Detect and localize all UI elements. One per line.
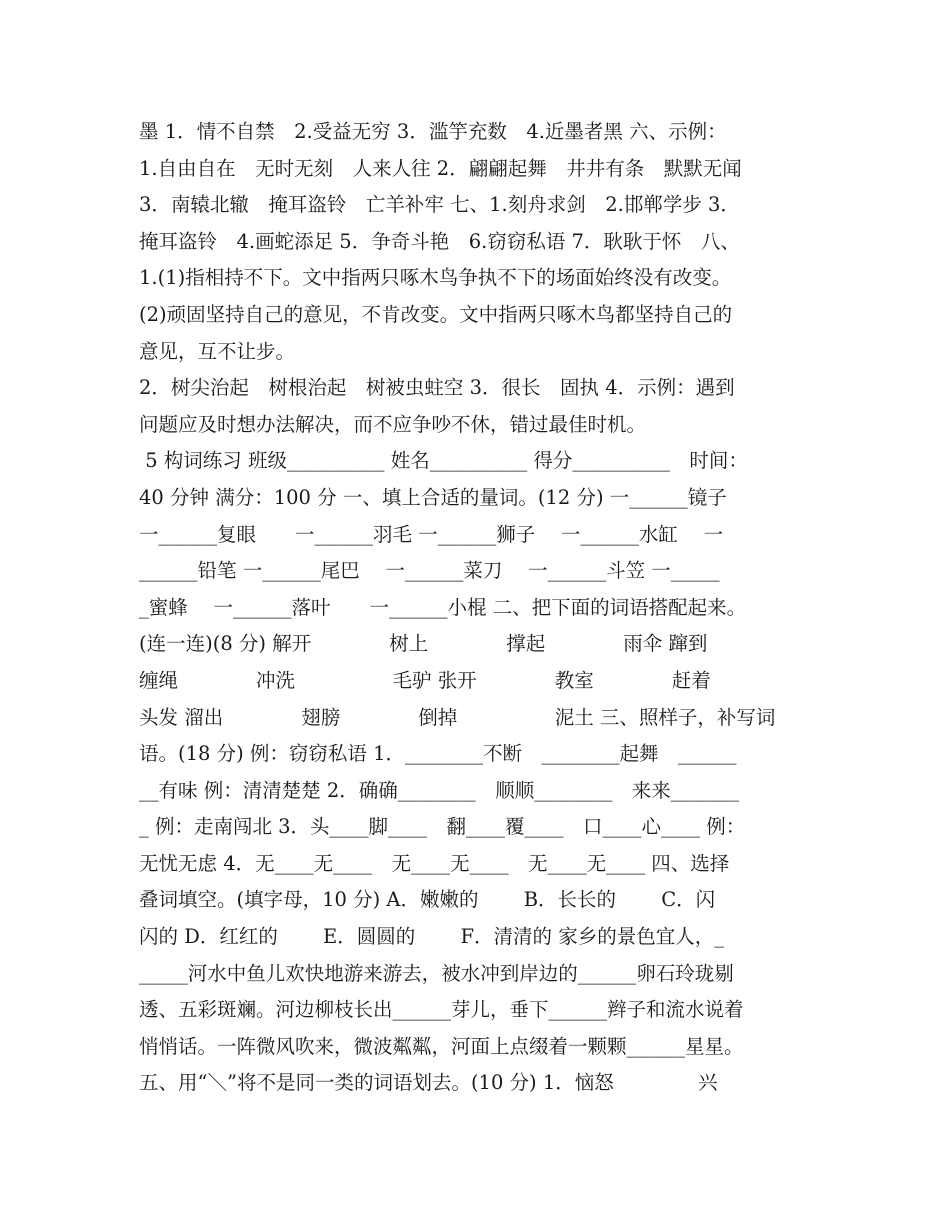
text-line-16: 缠绳 冲洗 毛驴 张开 教室 赶着 — [139, 668, 711, 692]
worksheet-text — [139, 114, 819, 1102]
text-line-25: 透、五彩斑斓。河边柳枝长出______芽儿，垂下______辫子和流水说着 — [139, 998, 744, 1022]
text-line-14: _蜜蜂 一______落叶 一______小棍 二、把下面的词语搭配起来。 — [139, 595, 747, 619]
text-line-9: 问题应及时想办法解决，而不应争吵不休，错过最佳时机。 — [139, 412, 647, 436]
text-line-15: (连一连)(8 分) 解开 树上 撑起 雨伞 蹿到 — [139, 632, 708, 656]
text-line-11: 40 分钟 满分：100 分 一、填上合适的量词。(12 分) 一______镜子 — [139, 485, 727, 509]
text-line-6: (2)顽固坚持自己的意见，不肯改变。文中指两只啄木鸟都坚持自己的 — [139, 302, 733, 326]
text-line-13: ______铅笔 一______尾巴 一______菜刀 一______斗笠 一_____ — [139, 559, 720, 583]
text-line-4: 掩耳盗铃 4.画蛇添足 5．争奇斗艳 6.窃窃私语 7．耿耿于怀 八、 — [139, 229, 740, 253]
text-line-23: 闪的 D．红红的 E．圆圆的 F．清清的 家乡的景色宜人，_ — [139, 925, 724, 949]
text-line-24: _____河水中鱼儿欢快地游来游去，被水冲到岸边的______卵石玲珑剔 — [139, 961, 734, 985]
text-line-1: 墨 1．情不自禁 2.受益无穷 3．滥竽充数 4.近墨者黑 六、示例： — [139, 120, 727, 143]
text-line-20: _ 例：走南闯北 3．头____脚____ 翻____覆____ 口____心____ 例： — [139, 815, 746, 839]
text-line-21: 无忧无虑 4．无____无____ 无____无____ 无____无____ 四、选择 — [139, 851, 730, 875]
text-line-26: 悄悄话。一阵微风吹来，微波粼粼，河面上点缀着一颗颗______星星。 — [139, 1034, 744, 1058]
text-line-8: 2．树尖治起 树根治起 树被虫蛀空 3．很长 固执 4．示例：遇到 — [139, 376, 735, 400]
text-line-7: 意见，互不让步。 — [139, 339, 296, 363]
text-line-19: __有味 例：清清楚楚 2．确确________ 顺顺________ 来来_______ — [139, 778, 740, 802]
text-line-5: 1.(1)指相持不下。文中指两只啄木鸟争执不下的场面始终没有改变。 — [139, 266, 732, 290]
text-line-3: 3．南辕北辙 掩耳盗铃 亡羊补牢 七、1.刻舟求剑 2.邯郸学步 3． — [139, 193, 740, 217]
text-line-27: 五、用“＼”将不是同一类的词语划去。(10 分) 1．恼怒 兴 — [139, 1071, 718, 1095]
text-line-22: 叠词填空。(填字母，10 分) A．嫩嫩的 B．长长的 C．闪 — [139, 888, 716, 912]
text-line-2: 1.自由自在 无时无刻 人来人往 2．翩翩起舞 井井有条 默默无闻 — [139, 156, 742, 180]
text-line-17: 头发 溜出 翅膀 倒掉 泥土 三、照样子，补写词 — [139, 705, 776, 729]
text-line-10: 5 构词练习 班级__________ 姓名__________ 得分__________ 时间： — [139, 449, 748, 473]
text-line-18: 语。(18 分) 例：窃窃私语 1．________不断 ________起舞 ______ — [139, 742, 737, 766]
text-line-12: 一______复眼 一______羽毛 一______狮子 一______水缸 一 — [139, 522, 724, 546]
